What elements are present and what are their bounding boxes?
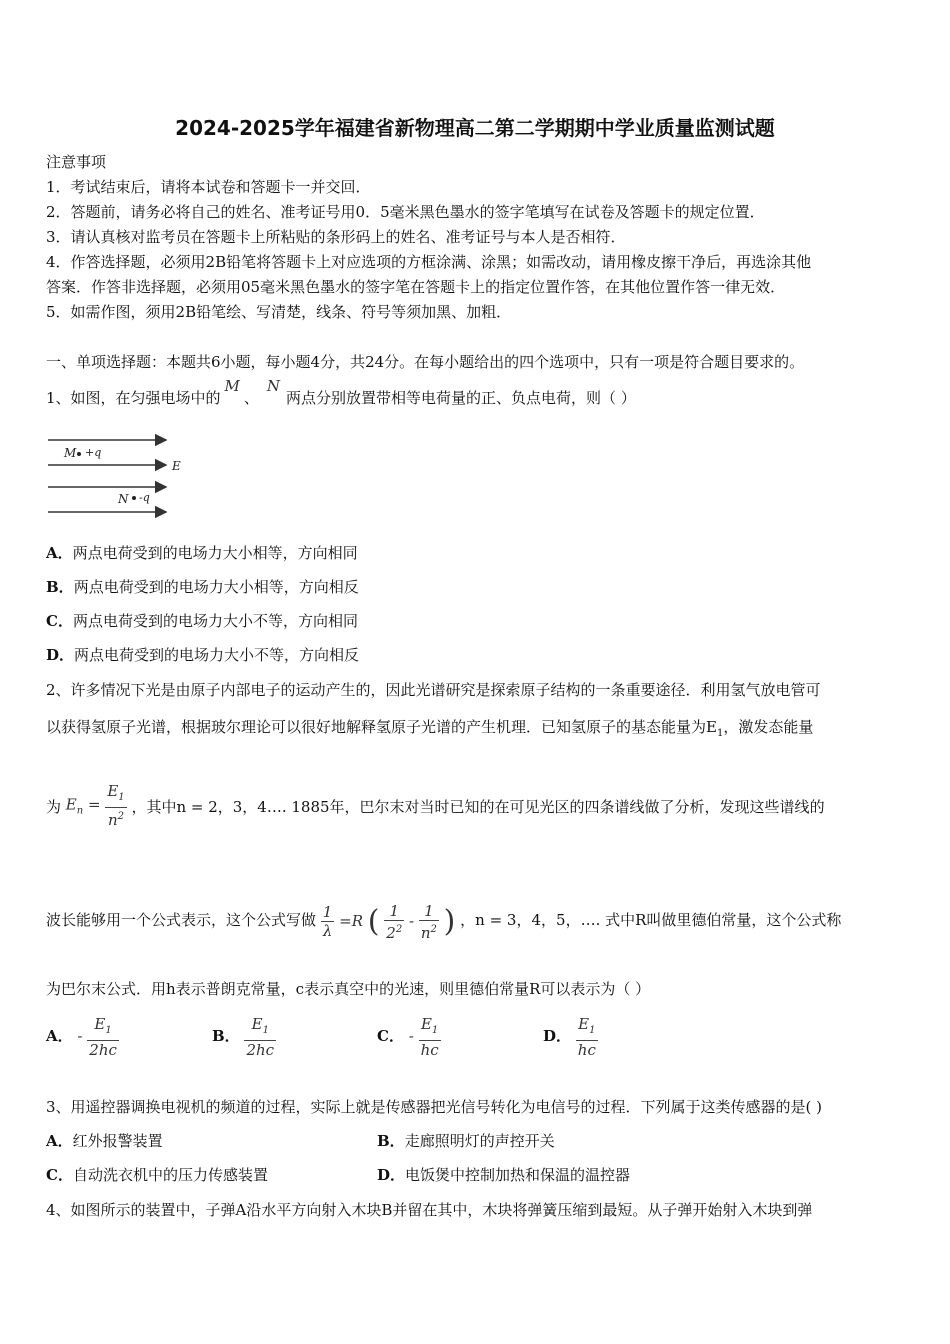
q2-option-a: A． - $\frac{E_1}{2hc}$ xyxy=(46,1015,117,1059)
figure-label-e: E xyxy=(172,459,181,473)
electric-field-figure xyxy=(46,432,196,524)
figure-label-m: M xyxy=(64,446,77,460)
q3-option-c: C．自动洗衣机中的压力传感装置 xyxy=(46,1166,268,1184)
figure-label-plus-q: +q xyxy=(85,446,102,459)
charge-n xyxy=(132,496,136,500)
q2-line-2: 以获得氢原子光谱，根据玻尔理论可以很好地解释氢原子光谱的产生机理．已知氢原子的基态能量为$E_1$，激发态能量 xyxy=(46,718,814,739)
point-n-label: N xyxy=(266,377,281,395)
q1-option-a: A．两点电荷受到的电场力大小相等，方向相同 xyxy=(46,544,358,562)
q3-option-a: A．红外报警装置 xyxy=(46,1132,163,1150)
q2-line-3: 为 $E_n$ = $\frac{E_1}{n^2}$ ，其中n = 2，3，4…. 1885年，巴尔末对当时已知的在可见光区的四条谱线做了分析，发现这些谱线的 xyxy=(46,782,825,834)
q2-option-b: B． $\frac{E_1}{2hc}$ xyxy=(212,1015,275,1059)
q3-option-d: D．电饭煲中控制加热和保温的温控器 xyxy=(377,1166,631,1184)
q2-option-d: D． $\frac{E_1}{hc}$ xyxy=(543,1015,596,1059)
notice-item: 2．答题前，请务必将自己的姓名、准考证号用0．5毫米黑色墨水的签字笔填写在试卷及答题卡的规定位置． xyxy=(46,203,765,221)
figure-label-minus-q: -q xyxy=(139,491,150,504)
page-title: 2024-2025学年福建省新物理高二第二学期期中学业质量监测试题 xyxy=(175,116,775,140)
q1-option-d: D．两点电荷受到的电场力大小不等，方向相反 xyxy=(46,646,360,664)
question-3-stem: 3、用遥控器调换电视机的频道的过程，实际上就是传感器把光信号转化为电信号的过程．下列属于这类传感器的是( ) xyxy=(46,1098,823,1116)
question-4-stem: 4、如图所示的装置中，子弹A沿水平方向射入木块B并留在其中，木块将弹簧压缩到最短。从子弹开始射入木块到弹 xyxy=(46,1201,813,1219)
figure-label-n: N xyxy=(118,492,129,506)
notice-item: 答案．作答非选择题，必须用05毫米黑色墨水的签字笔在答题卡上的指定位置作答，在其他位置作答一律无效． xyxy=(46,278,786,296)
notice-item: 1．考试结束后，请将本试卷和答题卡一并交回． xyxy=(46,178,371,196)
q1-option-c: C．两点电荷受到的电场力大小不等，方向相同 xyxy=(46,612,358,630)
energy-formula: $E_n$ = $\frac{E_1}{n^2}$ xyxy=(65,782,125,829)
notice-heading: 注意事项 xyxy=(46,153,107,171)
point-m-label: M xyxy=(224,377,240,395)
q2-line-5: 为巴尔末公式．用h表示普朗克常量，c表示真空中的光速，则里德伯常量R可以表示为（ ） xyxy=(46,980,651,998)
balmer-formula: $\frac{1}{\lambda}$ =R ( $\frac{1}{2^2}$ - $\frac{1}{n^2}$ ) xyxy=(322,901,456,942)
notice-item: 4．作答选择题，必须用2B铅笔将答题卡上对应选项的方框涂满、涂黑；如需改动，请用橡皮擦干净后，再选涂其他 xyxy=(46,253,812,271)
notice-item: 3．请认真核对监考员在答题卡上所粘贴的条形码上的姓名、准考证号与本人是否相符． xyxy=(46,228,626,246)
q2-line-1: 2、许多情况下光是由原子内部电子的运动产生的，因此光谱研究是探索原子结构的一条重要途径．利用氢气放电管可 xyxy=(46,681,821,699)
notice-item: 5．如需作图，须用2B铅笔绘、写清楚，线条、符号等须加黑、加粗． xyxy=(46,303,512,321)
q3-option-b: B．走廊照明灯的声控开关 xyxy=(377,1132,555,1150)
section-heading: 一、单项选择题：本题共6小题，每小题4分，共24分。在每小题给出的四个选项中，只有一项是符合题目要求的。 xyxy=(46,353,805,371)
question-1-stem: 1、如图，在匀强电场中的M、N两点分别放置带相等电荷量的正、负点电荷，则（ ） xyxy=(46,377,636,407)
q2-option-c: C． - $\frac{E_1}{hc}$ xyxy=(377,1015,439,1059)
q2-line-4: 波长能够用一个公式表示，这个公式写做 $\frac{1}{\lambda}$ =R ( $\frac{1}{2^2}$ - $\frac{1}{n^2}$ ) ，n = 3，4，5，…. 式中R叫做里德伯常量，这个公式称 xyxy=(46,892,841,950)
charge-m xyxy=(77,452,81,456)
q1-option-b: B．两点电荷受到的电场力大小相等，方向相反 xyxy=(46,578,359,596)
